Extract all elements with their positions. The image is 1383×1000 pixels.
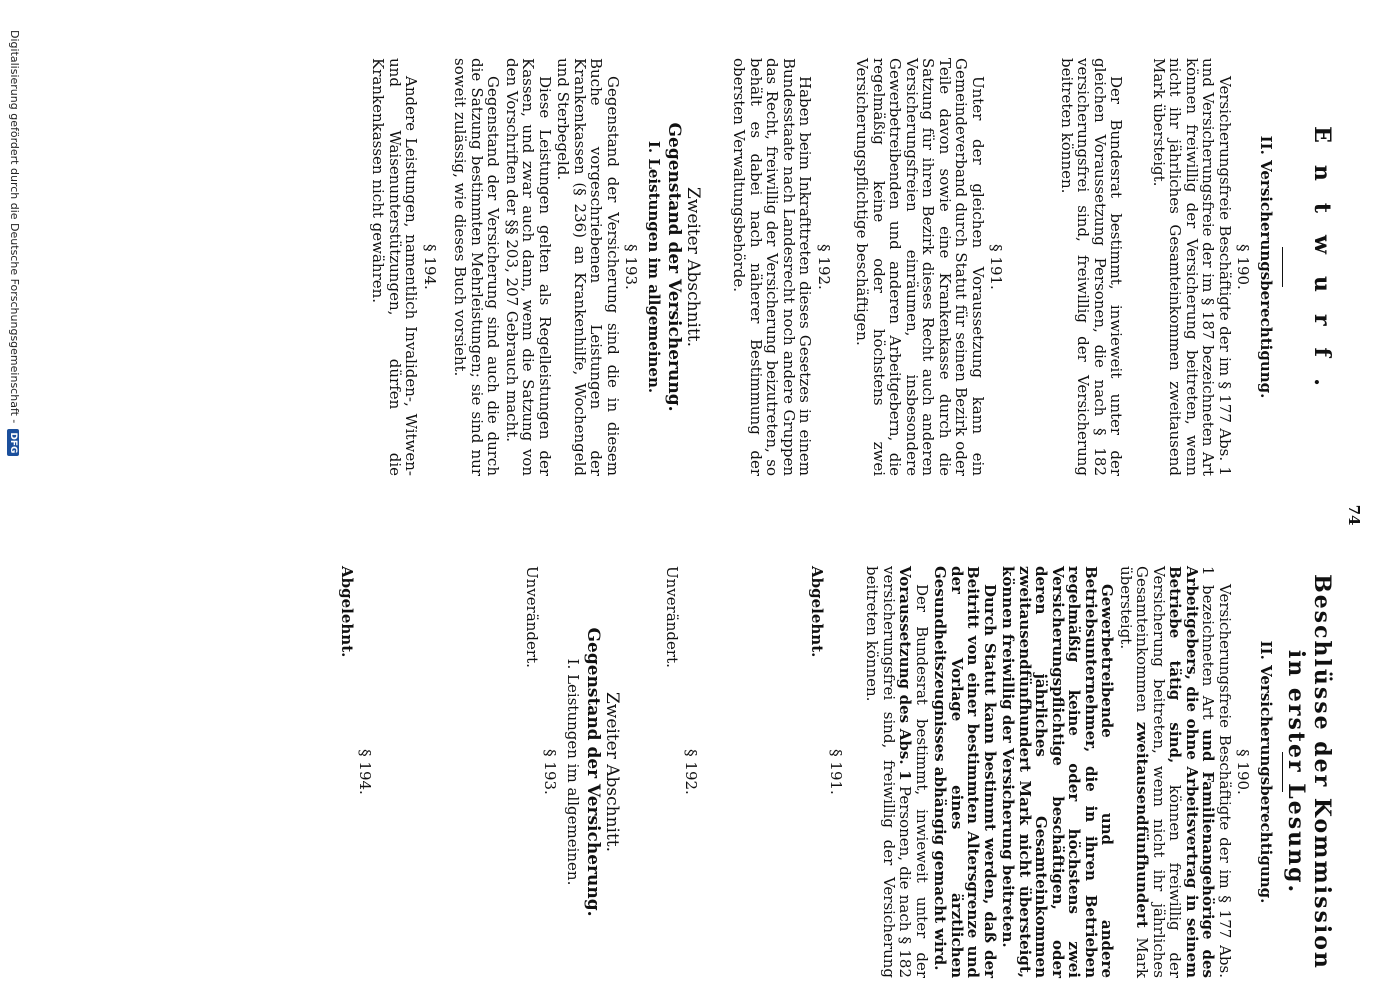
draft-abschnitt: Zweiter Abschnitt. — [683, 186, 703, 348]
draft-paragraph-193-text-3: Gegenstand der Versicherung sind auch die durch die Satzung bestimmten Mehrleistungen; sie sind nur soweit zulässig, wie dieses Buch vorsieht. — [451, 58, 503, 476]
commission-paragraph-190-text-3: Der Bundesrat bestimmt, inwieweit unter der Voraussetzung des Abs. 1 Personen, die nach § 182 versicherungsfrei sind, freiwillig der Versicherung beitreten können. — [863, 566, 931, 978]
commission-paragraph-190-text: Versicherungsfreie Beschäftigte der im § 177 Abs. 1 bezeichneten Art und Familienangehörige des Arbeitgebers, die ohne Arbeitsvertrag in seinem Betriebe tätig sind, können freiwillig der Versicherung beitreten, wenn nicht ihr jährliches Gesamteinkommen zweitausendfünfhundert Mark übersteigt. — [1117, 566, 1234, 978]
commission-paragraph-193-number: § 193. — [541, 749, 560, 795]
draft-paragraph-191-text: Unter der gleichen Voraussetzung kann ein Gemeindeverband durch Statut für seinen Bezirk oder Teile davon sowie eine Krankenkasse durch die Satzung für ihren Bezirk dieses Recht auch anderen Versicherungsfreien einräumen, insbesondere Gewerbetreibenden und anderen Arbeitgebern, die regelmäßig keine oder höchstens zwei Versicherungspflichtige beschäftigen. — [853, 58, 987, 476]
commission-paragraph-190-number: § 190. — [1234, 749, 1253, 795]
commission-paragraph-193-text: Unverändert. — [523, 566, 541, 668]
footer-text: Digitalisierung gefördert durch die Deutsche Forschungsgemeinschaft - — [8, 30, 21, 424]
heading-rule — [1282, 247, 1283, 287]
draft-paragraph-193-text-2: Diese Leistungen gelten als Regelleistungen der Kassen, und zwar auch dann, wenn die Satzung von den Vorschriften der §§ 203, 207 Gebrauch macht. — [503, 58, 554, 476]
draft-section-title: II. Versicherungsberechtigung. — [1257, 135, 1275, 399]
draft-subsection-title: I. Leistungen im allgemeinen. — [645, 140, 663, 394]
heading-rule — [1282, 752, 1283, 792]
draft-paragraph-193-text: Gegenstand der Versicherung sind die in diesem Buche vorgeschriebenen Leistungen der Krankenkassen (§ 236) an Krankenhilfe, Wochengeld und Sterbegeld. — [554, 58, 622, 476]
draft-paragraph-192-text: Haben beim Inkrafttreten dieses Gesetzes in einem Bundesstaate nach Landesrecht noch andere Gruppen das Recht, freiwillig der Versicherung beizutreten, so behält es dabei nach näherer Bestimmung der obersten Verwaltungsbehörde. — [730, 58, 815, 476]
commission-subsection-title: I. Leistungen im allgemeinen. — [564, 658, 582, 886]
draft-column — [368, 58, 1287, 476]
draft-paragraph-194-text: Andere Leistungen, namentlich Invaliden-, Witwen- und Waisenunterstützungen, dürfen die Krankenkassen nicht gewähren. — [369, 58, 421, 476]
commission-paragraph-191-number: § 191. — [827, 749, 845, 795]
commission-paragraph-194-number: § 194. — [356, 749, 375, 795]
draft-paragraph-190-text: Versicherungsfreie Beschäftigte der im § 177 Abs. 1 und Versicherungsfreie der im § 187 bezeichneten Art können freiwillig der Versicherung beitreten, wenn nicht ihr jährliches Gesamteinkommen zweitausend Mark übersteigt. — [1150, 58, 1234, 476]
commission-paragraph-194-text: Abgelehnt. — [338, 566, 356, 658]
draft-paragraph-192-number: § 192. — [815, 244, 833, 290]
commission-heading: Beschlüsse der Kommission in erster Lesung. — [1283, 574, 1335, 970]
dfg-logo: DFG — [7, 429, 19, 456]
draft-paragraph-190-text-2: Der Bundesrat bestimmt, inwieweit unter der gleichen Voraussetzung Personen, die nach § 182 versicherungsfrei sind, freiwillig der Versicherung beitreten können. — [1058, 58, 1126, 476]
commission-paragraph-192-text: Unverändert. — [663, 566, 682, 668]
commission-paragraph-191-text: Abgelehnt. — [808, 566, 827, 658]
draft-paragraph-191-number: § 191. — [987, 244, 1006, 290]
draft-paragraph-193-number: § 193. — [622, 244, 641, 290]
draft-paragraph-190-number: § 190. — [1234, 244, 1253, 290]
commission-section-title: II. Versicherungsberechtigung. — [1257, 640, 1275, 904]
draft-heading: Entwurf. — [1309, 126, 1335, 408]
page-number: 74 — [1345, 504, 1363, 526]
commission-paragraph-192-number: § 192. — [682, 749, 700, 795]
commission-column — [339, 566, 1288, 978]
commission-abschnitt: Zweiter Abschnitt. — [602, 691, 622, 853]
draft-paragraph-194-number: § 194. — [421, 244, 439, 290]
commission-paragraph-190-bold-text: Gewerbetreibende und andere Betriebsunternehmer, die in ihren Betrieben regelmäßig keine oder höchstens zwei Versicherungspflichtige beschäftigen, oder deren jährliches Gesamteinkommen zweitausendfünfhundert Mark nicht übersteigt, können freiwillig der Versicherung beitreten. — [999, 566, 1117, 978]
commission-abschnitt-title: Gegenstand der Versicherung. — [583, 627, 604, 917]
draft-abschnitt-title: Gegenstand der Versicherung. — [664, 122, 685, 412]
digitization-footer — [7, 30, 21, 456]
commission-paragraph-190-bold-text-2: Durch Statut kann bestimmt werden, daß der Beitritt von einer bestimmten Altersgrenze und der Vorlage eines ärztlichen Gesundheitszeugnisses abhängig gemacht wird. — [931, 566, 999, 978]
